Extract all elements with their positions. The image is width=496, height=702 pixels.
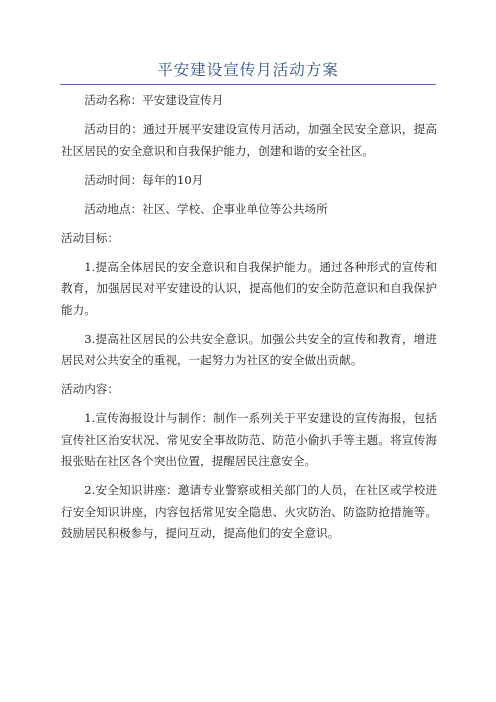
paragraph-goal-3: 3.提高社区居民的公共安全意识。加强公共安全的宣传和教育，增进居民对公共安全的重视，一起努力为社区的安全做出贡献。 <box>61 331 437 367</box>
paragraph-activity-purpose: 活动目的：通过开展平安建设宣传月活动，加强全民安全意识，提高社区居民的安全意识和自我保护能力，创建和谐的安全社区。 <box>61 122 437 158</box>
paragraph-activity-time: 活动时间：每年的10月 <box>84 172 204 187</box>
title-divider <box>60 84 436 85</box>
paragraph-goal-1: 1.提高全体居民的安全意识和自我保护能力。通过各种形式的宣传和教育，加强居民对平安建设的认识，提高他们的安全防范意识和自我保护能力。 <box>61 259 437 317</box>
paragraph-activity-name: 活动名称：平安建设宣传月 <box>84 93 224 107</box>
section-heading-goals: 活动目标： <box>61 230 119 245</box>
paragraph-content-2: 2.安全知识讲座：邀请专业警察或相关部门的人员，在社区或学校进行安全知识讲座，内容包括常见安全隐患、火灾防治、防盗防抢措施等。鼓励居民积极参与，提问互动，提高他们的安全意识。 <box>61 483 437 540</box>
paragraph-content-1: 1.宣传海报设计与制作：制作一系列关于平安建设的宣传海报，包括宣传社区治安状况、常见安全事故防范、防范小偷扒手等主题。将宣传海报张贴在社区各个突出位置，提醒居民注意安全。 <box>61 411 437 468</box>
paragraph-activity-location: 活动地点：社区、学校、企事业单位等公共场所 <box>84 201 328 216</box>
document-title: 平安建设宣传月活动方案 <box>157 61 339 79</box>
section-heading-content: 活动内容： <box>61 382 119 396</box>
document-body <box>61 90 437 552</box>
